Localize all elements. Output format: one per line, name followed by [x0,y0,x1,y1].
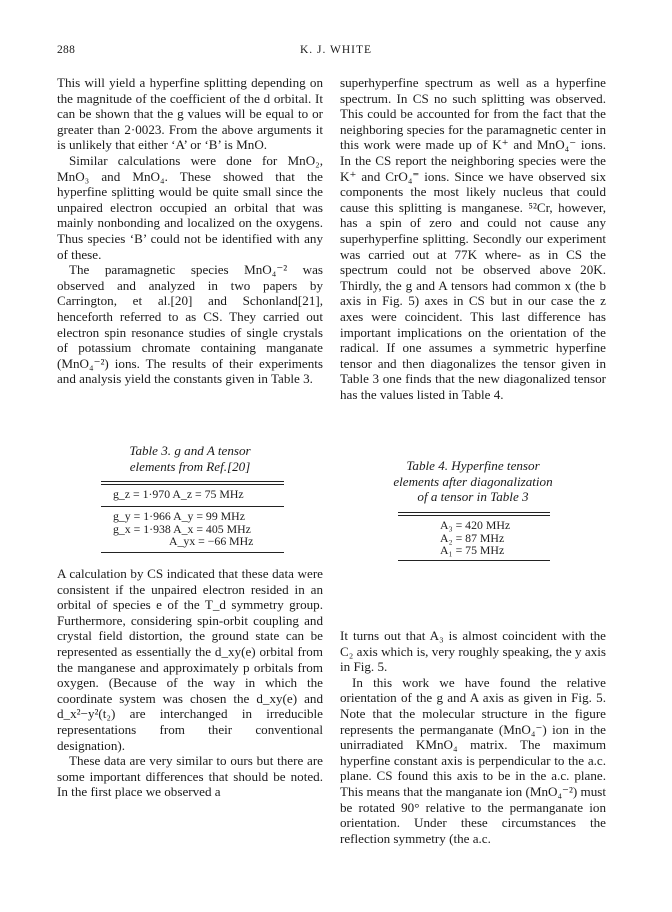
paragraph: superhyperfine spectrum as well as a hyperfine spectrum. In CS no such splitting was observed. This could be accounted for from the fact that the neighboring species for the paramagnetic center in this work were made up of K⁺ and MnO₄⁻ ions. In the CS report the neighboring species were the K⁺ and CrO₄⁼ ions. Since we have observed six components the most likely nucleus that could cause this splitting is manganese. ⁵²Cr, however, has a spin of zero and could not cause any superhyperfine splitting. Secondly our experiment was carried out at 77K where- as in CS the spectrum could not be observed above 20K. Thirdly, the g and A tensors had common x (the b axis in Fig. 5) axes in CS but in our case the z axes were coincident. This last difference has important implications on the orientation of the radical. If one assumes a symmetric hyperfine tensor and then diagonalizes the tensor given in Table 3 one finds that the new diagonalized tensor has the values listed in Table 4. [340,75,606,402]
table4-row: A₂ = 87 MHz [440,530,505,545]
column-left-bottom [57,566,323,800]
table3-bottom-rule [101,552,284,553]
table3-body-2 [101,510,284,548]
table3-mid-rule [101,506,284,507]
running-head: K. J. WHITE [299,44,373,56]
table3-caption: Table 3. g and A tensor elements from Ref.[20] [129,443,251,474]
table4-bottom-rule [398,560,550,561]
paragraph: These data are very similar to ours but there are some important differences that should be noted. In the first place we observed a [57,753,323,800]
column-right-bottom [340,628,606,846]
table3-body [101,488,284,501]
table4-row: A₃ = 420 MHz [440,518,511,532]
table4-row: A₁ = 75 MHz [440,543,505,558]
table3-row: g_y = 1·966 A_y = 99 MHz [113,509,245,523]
column-left-top [57,75,323,387]
table4-body [398,519,550,557]
paragraph: This will yield a hyperfine splitting depending on the magnitude of the coefficient of the d orbital. It can be shown that the g values will be equal to or greater than 2·0023. From the above arguments it is unlikely that either ‘A’ or ‘B’ is MnO. [57,75,323,153]
table3-row: g_x = 1·938 A_x = 405 MHz [113,521,251,536]
table4-top-rule-2 [398,515,550,516]
paragraph: A calculation by CS indicated that these data were consistent if the unpaired electron resided in an orbital of species e of the T_d symmetry group. Furthermore, considering spin-orbit coupling and crystal field distortion, the ground state can be represented as essentially the d_xy(e) orbital from the manganese and approximately p orbitals from oxygen. (Because of the way in which the coordinate system was chosen the d_xy(e) and d_x²−y²(t₂) are interchanged in irreducible representations from their conventional designation). [57,566,323,753]
table3-row: g_z = 1·970 A_z = 75 MHz [113,487,244,501]
table4-caption: Table 4. Hyperfine tensor elements after diagonalization of a tensor in Table 3 [393,458,553,505]
paragraph: Similar calculations were done for MnO₂, MnO₃ and MnO₄. These showed that the hyperfine splitting would be quite small since the unpaired electron occupied an orbital that was mainly nonbonding and localized on the oxygens. Thus species ‘B’ could not be identified with any of these. [57,152,323,262]
paragraph: The paramagnetic species MnO₄⁻² was observed and analyzed in two papers by Carrington, et al.[20] and Schonland[21], henceforth referred to as CS. They carried out electron spin resonance studies of single crystals of potassium chromate containing manganate (MnO₄⁻²) ions. The results of their experiments and analysis yield the constants given in Table 3. [57,262,323,387]
table4-top-rule [398,512,550,513]
table3-top-rule [101,481,284,482]
table3-top-rule-2 [101,484,284,485]
page-number: 288 [57,44,76,56]
column-right-top [340,75,606,402]
table3-row: A_yx = −66 MHz [169,534,254,549]
paragraph: In this work we have found the relative orientation of the g and A axis as given in Fig. 5. Note that the molecular structure in the figure represents the permanganate (MnO₄⁻) ion in the unirradiated KMnO₄ matrix. The maximum hyperfine constant axis is perpendicular to the a.c. plane. CS found this axis to be in the a.c. plane. This means that the manganate ion (MnO₄⁻²) must be rotated 90° relative to the permanganate ion orientation. Under these circumstances the reflection symmetry (the a.c. [340,674,606,846]
paragraph: It turns out that A₃ is almost coincident with the C₂ axis which is, very roughly speaking, the y axis in Fig. 5. [340,628,606,675]
